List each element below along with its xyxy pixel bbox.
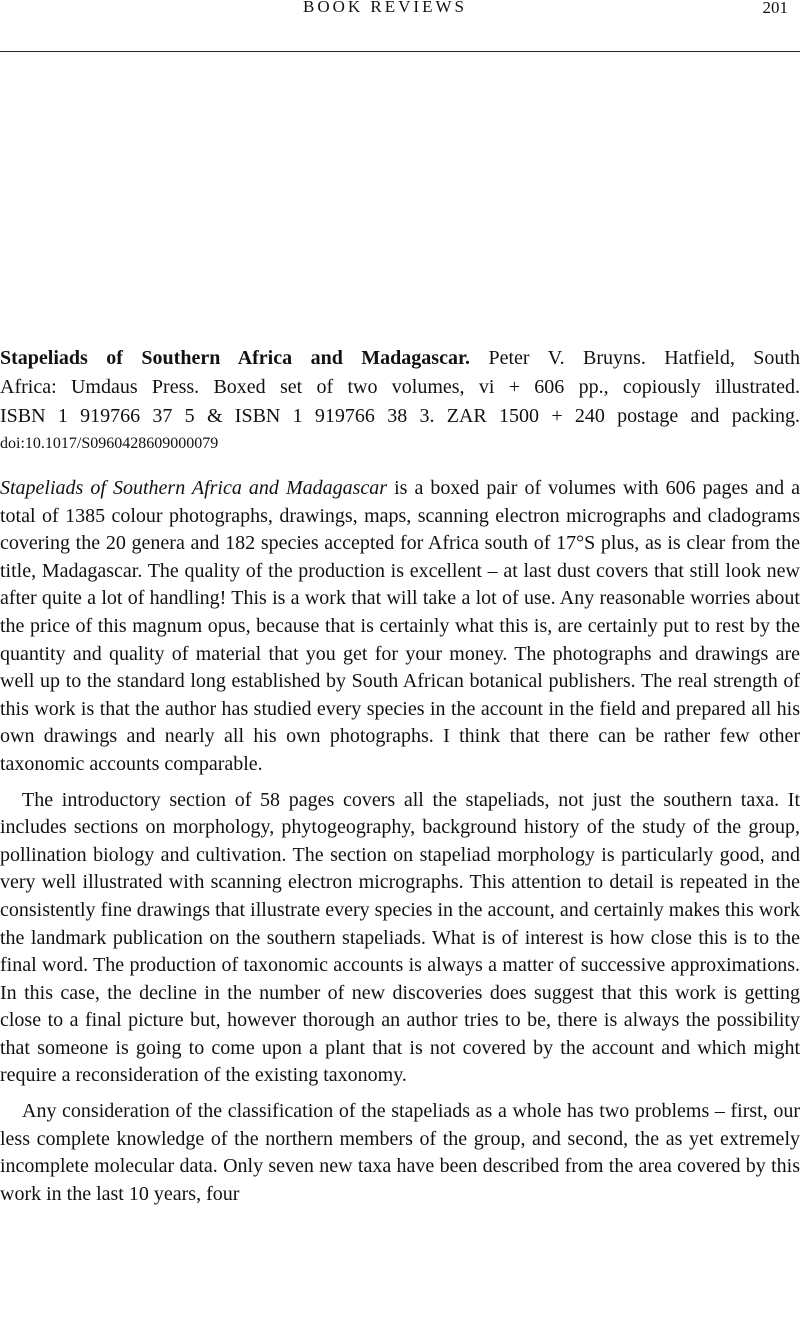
running-head: BOOK REVIEWS [303,0,467,16]
paragraph-1 [0,475,800,779]
citation-line-1 [0,344,800,373]
header-rule [0,51,800,52]
paragraph-1-title: Stapeliads of Southern Africa and Madagascar [0,477,388,499]
paragraph-3: Any consideration of the classification of the stapeliads as a whole has two problems – first, our less complete knowledge of the northern members of the group, and second, the as yet extremely incomplete molecular data. Only seven new taxa have been described from the area covered by this work in the last 10 years, four [0,1100,800,1205]
book-citation [0,344,800,457]
book-title: Stapeliads of Southern Africa and Madagascar. [0,347,471,369]
review-body [0,475,800,1208]
doi: doi:10.1017/S0960428609000079 [0,435,219,452]
page-number: 201 [762,0,788,17]
citation-line-3: ISBN 1 919766 37 5 & ISBN 1 919766 38 3. ZAR 1500 + 240 postage and packing. [0,405,800,427]
citation-author: Peter V. Bruyns. Hatfield, South [470,347,800,369]
paragraph-2: The introductory section of 58 pages covers all the stapeliads, not just the southern taxa. It includes sections on morphology, phytogeography, background history of the study of the group, pollination biology and cultivation. The section on stapeliad morphology is particularly good, and very well illustrated with scanning electron micrographs. This attention to detail is repeated in the consistently fine drawings that illustrate every species in the account, and certainly makes this work the landmark publication on the southern stapeliads. What is of interest is how close this is to the final word. The production of taxonomic accounts is always a matter of successive approximations. In this case, the decline in the number of new discoveries does suggest that this work is getting close to a final picture but, however thorough an author tries to be, there is always the possibility that someone is going to come upon a plant that is not covered by the account and which might require a reconsideration of the existing taxonomy. [0,788,800,1087]
paragraph-1-text: is a boxed pair of volumes with 606 pages and a total of 1385 colour photographs, drawings, maps, scanning electron micrographs and cladograms covering the 20 genera and 182 species accepted for Africa south of 17°S plus, as is clear from the title, Madagascar. The quality of the production is excellent – at last dust covers that still look new after quite a lot of handling! This is a work that will take a lot of use. Any reasonable worries about the price of this magnum opus, because that is certainly what this is, are certainly put to rest by the quantity and quality of material that you get for your money. The photographs and drawings are well up to the standard long established by South African botanical publishers. The real strength of this work is that the author has studied every species in the account in the field and prepared all his own drawings and nearly all his own photographs. I think that there can be rather few other taxonomic accounts comparable. [0,477,800,775]
page-header [0,0,800,52]
citation-line-2: Africa: Umdaus Press. Boxed set of two volumes, vi + 606 pp., copiously illustrated. [0,376,800,398]
review-article [0,344,800,1208]
